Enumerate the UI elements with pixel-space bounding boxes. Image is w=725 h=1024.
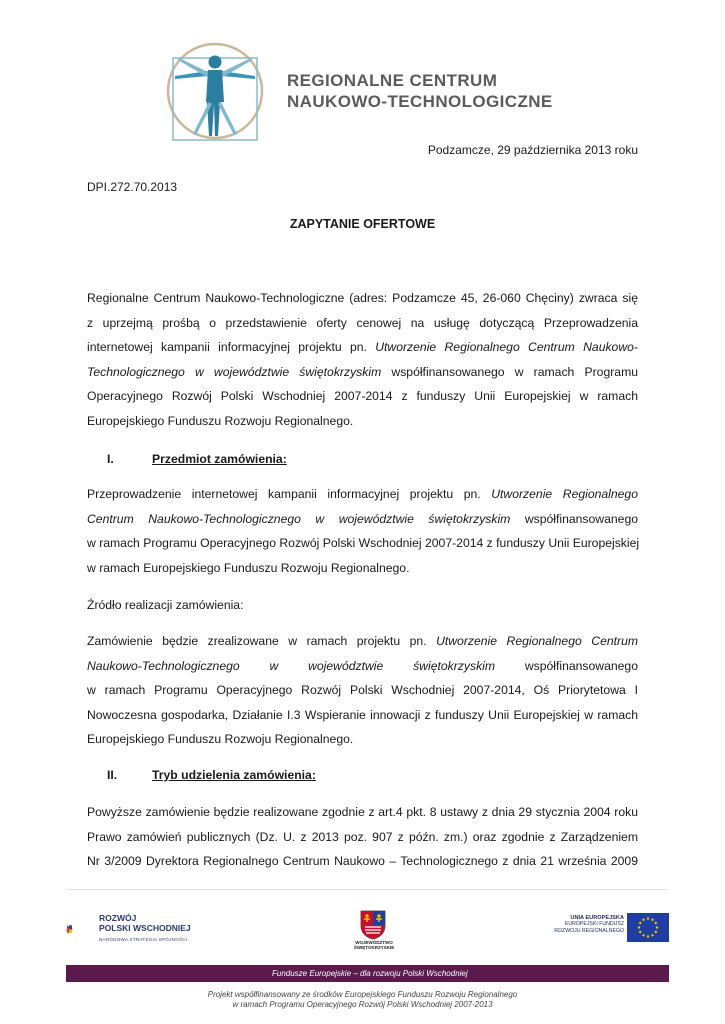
funding-banner: Fundusze Europejskie – dla rozwoju Polski Wschodniej bbox=[66, 965, 669, 982]
section-1-heading: I. Przedmiot zamówienia: bbox=[107, 452, 287, 466]
footer-divider bbox=[66, 889, 669, 890]
reference-number: DPI.272.70.2013 bbox=[87, 180, 178, 194]
section-1-paragraph bbox=[87, 482, 638, 580]
text-line: Regionalne Centrum Naukowo-Technologiczne (adres: Podzamcze 45, 26-060 Chęciny) zwraca się bbox=[87, 291, 638, 305]
intro-paragraph bbox=[87, 286, 638, 433]
wojewodztwo-label: WOJEWÓDZTWO ŚWIĘTOKRZYSKIE bbox=[353, 940, 395, 950]
text-line: Powyższe zamówienie będzie realizowane zgodnie z art.4 pkt. 8 ustawy z dnia 29 stycznia 2004 roku bbox=[87, 805, 638, 819]
rpw-logo-text: ROZWÓJ POLSKI WSCHODNIEJ bbox=[99, 913, 191, 933]
text-line: Nowoczesna gospodarka, Działanie I.3 Wspieranie innowacji z funduszy Unii Europejskiej w ramach bbox=[87, 707, 638, 722]
text-line: Przeprowadzenie internetowej kampanii informacyjnej projektu pn. Utworzenie Regionalnego bbox=[87, 487, 638, 501]
text-line: w ramach Programu Operacyjnego Rozwój Polski Wschodniej 2007-2014 z funduszy Unii Europejskiej bbox=[87, 536, 640, 550]
document-title: ZAPYTANIE OFERTOWE bbox=[289, 217, 436, 231]
text-line: Centrum Naukowo-Technologicznego w województwie świętokrzyskim współfinansowanego bbox=[87, 511, 638, 526]
co-financing-note: Projekt współfinansowany ze środków Europejskiego Funduszu Rozwoju Regionalnego w ramach Programu Operacyjnego Rozwój Polski Wschodniej 2007-2013 bbox=[207, 990, 518, 1009]
text-line: Nr 3/2009 Dyrektora Regionalnego Centrum Naukowo – Technologicznego z dnia 21 września 2009 bbox=[87, 854, 638, 868]
section-2-paragraph bbox=[87, 800, 638, 874]
text-line: Technologicznego w województwie świętokrzyskim współfinansowanego w ramach Programu bbox=[87, 364, 638, 379]
rcnt-logo-icon bbox=[165, 40, 265, 142]
organization-name bbox=[287, 70, 553, 112]
section-2-heading: II. Tryb udzielenia zamówienia: bbox=[107, 768, 316, 782]
eu-fund-label: UNIA EUROPEJSKA EUROPEJSKI FUNDUSZ ROZWOJU REGIONALNEGO bbox=[554, 915, 624, 934]
text-line: Operacyjnego Rozwój Polski Wschodniej 2007-2014 z funduszy Unii Europejskiej w ramach bbox=[87, 389, 638, 403]
eu-flag-icon bbox=[627, 913, 669, 942]
source-label: Źródło realizacji zamówienia: bbox=[87, 598, 244, 612]
source-paragraph bbox=[87, 629, 638, 752]
text-line: Europejskiego Funduszu Rozwoju Regionalnego. bbox=[87, 732, 354, 746]
text-line: w ramach Europejskiego Funduszu Rozwoju Regionalnego. bbox=[87, 560, 410, 575]
text-line: Prawo zamówień publicznych (Dz. U. z 2013 poz. 907 z późn. zm.) oraz zgodnie z Zarządzeniem bbox=[87, 829, 638, 844]
text-line: z uprzejmą prośbą o przedstawienie oferty cenowej na usługę dotyczącą Przeprowadzenia bbox=[87, 315, 638, 330]
org-name-line2: NAUKOWO-TECHNOLOGICZNE bbox=[287, 92, 553, 111]
swietokrzyskie-coat-of-arms-icon bbox=[360, 910, 386, 940]
text-line: Naukowo-Technologicznego w województwie świętokrzyskim współfinansowanego bbox=[87, 658, 638, 673]
text-line: internetowej kampanii informacyjnej projektu pn. Utworzenie Regionalnego Centrum Naukowo- bbox=[87, 340, 638, 354]
text-line: Zamówienie będzie zrealizowane w ramach projektu pn. Utworzenie Regionalnego Centrum bbox=[87, 634, 638, 648]
document-date: Podzamcze, 29 października 2013 roku bbox=[427, 143, 638, 157]
rpw-tagline: NARODOWA STRATEGIA SPÓJNOŚCI bbox=[99, 937, 188, 942]
text-line: Europejskiego Funduszu Rozwoju Regionalnego. bbox=[87, 413, 354, 428]
rozwoj-polski-wschodniej-logo-icon bbox=[66, 908, 98, 950]
org-name-line1: REGIONALNE CENTRUM bbox=[287, 71, 498, 90]
text-line: w ramach Programu Operacyjnego Rozwój Polski Wschodniej 2007-2014, Oś Priorytetowa I bbox=[87, 683, 638, 697]
